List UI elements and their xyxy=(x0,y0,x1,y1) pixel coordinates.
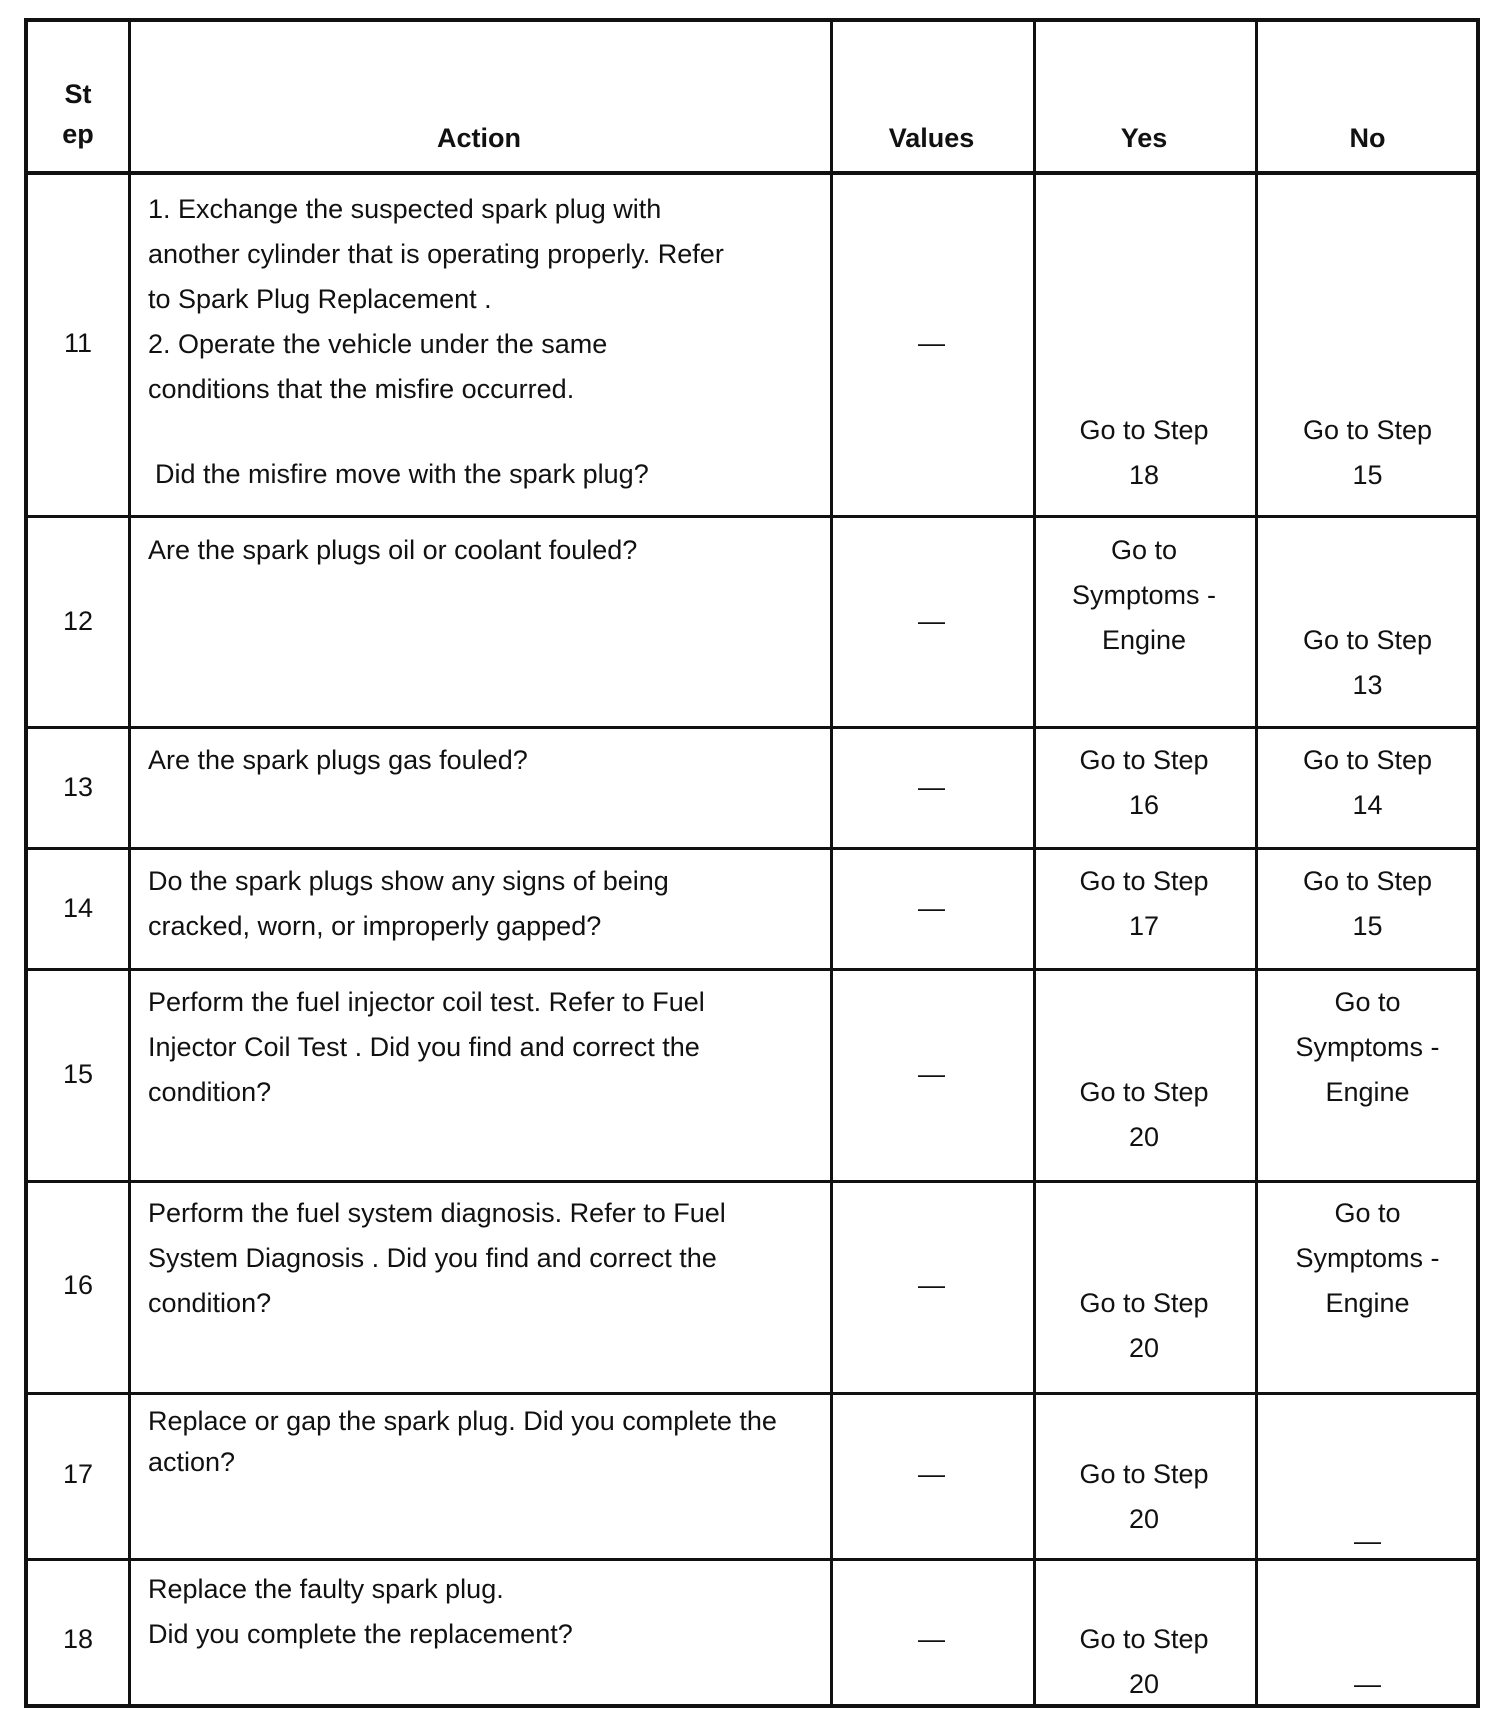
header-values: Values xyxy=(888,123,975,153)
action-text: Perform the fuel injector coil test. Refer to Fuel Injector Coil Test . Did you find and correct the condition? xyxy=(148,987,705,1107)
diagnostic-table xyxy=(24,18,1480,1708)
yes-cell: Go to Step 16 xyxy=(1079,745,1209,820)
values-cell: — xyxy=(918,1059,945,1089)
action-text: Replace or gap the spark plug. Did you complete the action? xyxy=(148,1406,777,1477)
step-number: 11 xyxy=(63,328,93,358)
yes-cell: Go to Step 18 xyxy=(1079,415,1209,490)
step-number: 15 xyxy=(62,1059,94,1089)
values-cell: — xyxy=(918,893,945,923)
yes-cell: Go to Step 17 xyxy=(1079,866,1209,941)
values-cell: — xyxy=(918,772,945,802)
no-cell: — xyxy=(1354,1669,1381,1699)
header-yes: Yes xyxy=(1120,123,1168,153)
action-text: Replace the faulty spark plug. Did you complete the replacement? xyxy=(148,1574,573,1649)
action-question: Did the misfire move with the spark plug? xyxy=(155,459,649,489)
row-divider xyxy=(28,515,1476,518)
values-cell: — xyxy=(918,1459,945,1489)
header-divider xyxy=(28,171,1476,175)
row-divider xyxy=(28,1392,1476,1395)
action-text: Are the spark plugs gas fouled? xyxy=(148,745,528,775)
header-no: No xyxy=(1349,123,1386,153)
action-text: Perform the fuel system diagnosis. Refer to Fuel System Diagnosis . Did you find and correct the condition? xyxy=(148,1198,726,1318)
yes-cell: Go to Step 20 xyxy=(1079,1288,1209,1363)
no-cell: — xyxy=(1354,1526,1381,1556)
no-cell: Go to Symptoms - Engine xyxy=(1295,987,1440,1107)
yes-cell: Go to Step 20 xyxy=(1079,1624,1209,1699)
values-cell: — xyxy=(918,1624,945,1654)
no-cell: Go to Step 13 xyxy=(1302,625,1433,700)
row-divider xyxy=(28,847,1476,850)
no-cell: Go to Step 14 xyxy=(1302,745,1433,820)
step-number: 12 xyxy=(62,606,94,636)
row-divider xyxy=(28,1180,1476,1183)
no-cell: Go to Step 15 xyxy=(1302,415,1433,490)
header-step: St ep xyxy=(62,79,94,149)
action-text: Are the spark plugs oil or coolant fouled? xyxy=(148,535,638,565)
yes-cell: Go to Symptoms - Engine xyxy=(1071,535,1217,655)
step-number: 16 xyxy=(62,1270,94,1300)
step-number: 18 xyxy=(62,1624,94,1654)
step-number: 13 xyxy=(62,772,94,802)
step-number: 14 xyxy=(62,893,94,923)
values-cell: — xyxy=(918,606,945,636)
header-action: Action xyxy=(437,123,521,153)
row-divider xyxy=(28,726,1476,729)
no-cell: Go to Symptoms - Engine xyxy=(1295,1198,1440,1318)
row-divider xyxy=(28,968,1476,971)
action-text: 1. Exchange the suspected spark plug with another cylinder that is operating properly. Refer to Spark Plug Replacement . 2. Operate the vehicle under the same conditions that the misfire occurred. xyxy=(148,194,724,404)
yes-cell: Go to Step 20 xyxy=(1079,1077,1209,1152)
yes-cell: Go to Step 20 xyxy=(1079,1459,1209,1534)
column-divider xyxy=(128,22,131,1704)
values-cell: — xyxy=(918,1270,945,1300)
action-text: Do the spark plugs show any signs of being cracked, worn, or improperly gapped? xyxy=(148,866,669,941)
values-cell: — xyxy=(918,328,945,358)
no-cell: Go to Step 15 xyxy=(1302,866,1433,941)
step-number: 17 xyxy=(62,1459,94,1489)
